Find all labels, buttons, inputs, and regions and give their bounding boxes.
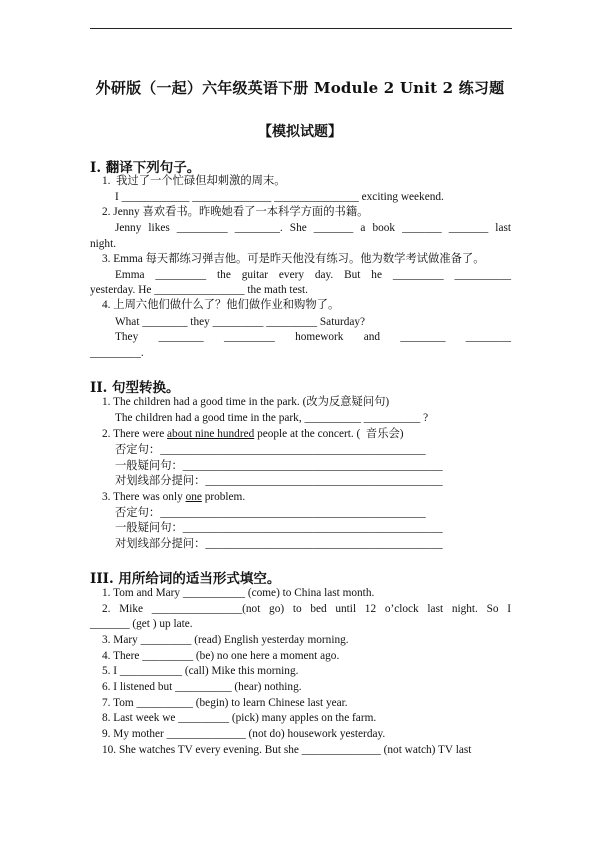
answer-line: yesterday. He ________________ the math test. [90,284,308,296]
question-text: 3. Mary _________ (read) English yesterday morning. [102,634,349,646]
top-rule [90,28,512,29]
answer-line: I ____________ ______________ _______________ exciting weekend. [115,191,444,203]
question-text: 3. There was only one problem. [102,491,246,503]
answer-line: 否定句：_______________________________________________ [115,444,426,456]
question-text: 1. 我过了一个忙碌但却刺激的周末。 [102,175,286,187]
question-text: 5. I ___________ (call) Mike this morning. [102,665,299,677]
answer-line: 一般疑问句：______________________________________________ [115,522,443,534]
question-text: 9. My mother ______________ (not do) housework yesterday. [102,728,386,740]
answer-line: They ________ _________ homework and ________ ________ [115,331,511,343]
answer-line: night. [90,238,117,250]
question-text: 7. Tom __________ (begin) to learn Chinese last year. [102,697,348,709]
answer-line: Jenny likes _________ ________. She _______ a book _______ _______ last [115,222,511,234]
question-text: 10. She watches TV every evening. But she ______________ (not watch) TV last [102,744,472,756]
section-heading-1: I. 翻译下列句子。 [90,160,201,176]
question-text: 6. I listened but __________ (hear) nothing. [102,681,302,693]
question-text: 1. Tom and Mary ___________ (come) to China last month. [102,587,375,599]
section-heading-2: II. 句型转换。 [90,380,180,396]
question-text: 3. Emma 每天都练习弹吉他。可是昨天他没有练习。他为数学考试做准备了。 [102,253,485,265]
answer-line: The children had a good time in the park, __________ __________ ? [115,412,429,424]
section-heading-3: III. 用所给词的适当形式填空。 [90,571,281,587]
answer-line: 对划线部分提问：__________________________________________ [115,538,443,550]
answer-line: 对划线部分提问：__________________________________________ [115,475,443,487]
page-subtitle: 【模拟试题】 [258,124,342,140]
question-text: 4. 上周六他们做什么了？他们做作业和购物了。 [102,299,340,311]
answer-line: 否定句：_______________________________________________ [115,507,426,519]
underlined-phrase: one [185,491,202,503]
answer-line: _________. [90,347,144,359]
question-text: 2. There were about nine hundred people at the concert. ( 音乐会) [102,428,404,440]
question-text: 4. There _________ (be) no one here a moment ago. [102,650,340,662]
question-text: 2. Mike ________________(not go) to bed until 12 o’clock last night. So I [102,603,511,615]
underlined-phrase: about nine hundred [167,428,255,440]
question-text: 1. The children had a good time in the park. (改为反意疑问句) [102,396,390,408]
page-title: 外研版（一起）六年级英语下册 Module 2 Unit 2 练习题 [95,79,505,97]
question-text: 8. Last week we _________ (pick) many apples on the farm. [102,712,377,724]
question-text: _______ (get ) up late. [90,618,193,630]
answer-line: Emma _________ the guitar every day. But he _________ __________ [115,269,511,281]
answer-line: What ________ they _________ _________ Saturday? [115,316,366,328]
question-text: 2. Jenny 喜欢看书。昨晚她看了一本科学方面的书籍。 [102,206,369,218]
answer-line: 一般疑问句：______________________________________________ [115,460,443,472]
